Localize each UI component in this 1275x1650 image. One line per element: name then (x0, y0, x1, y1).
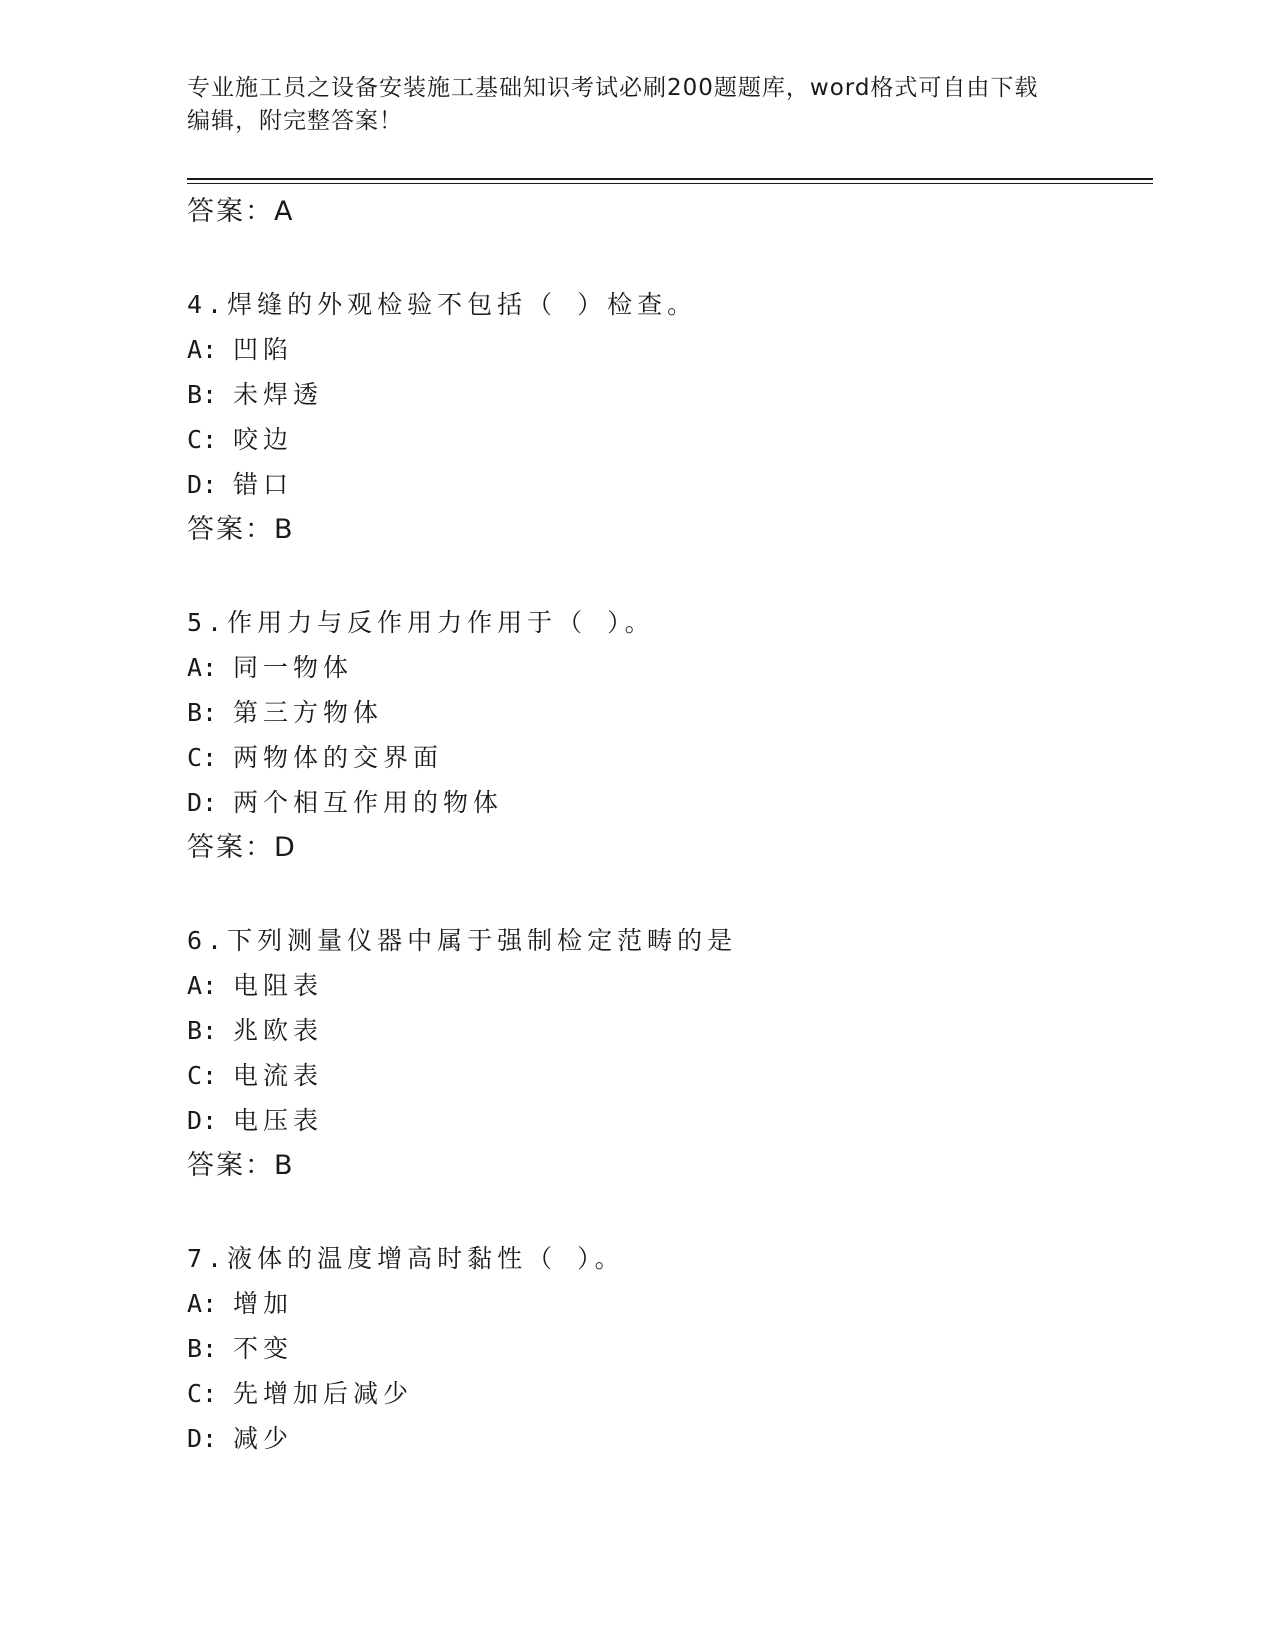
option-text: 先增加后减少 (233, 1379, 414, 1408)
question-text: 5.作用力与反作用力作用于（ ）。 (187, 608, 655, 637)
option-text: 未焊透 (233, 380, 324, 409)
option-letter: B: (187, 1016, 218, 1045)
header-divider-thin (187, 183, 1153, 184)
option-a (187, 645, 1153, 690)
question-block (187, 918, 1153, 1188)
option-letter: A: (187, 335, 218, 364)
option-text: 两个相互作用的物体 (233, 788, 504, 817)
question-block (187, 282, 1153, 552)
option-letter: B: (187, 1334, 218, 1363)
option-text: 增加 (233, 1289, 294, 1318)
option-b (187, 690, 1153, 735)
option-a (187, 1281, 1153, 1326)
option-letter: D: (187, 1106, 218, 1135)
option-letter: B: (187, 698, 218, 727)
option-a (187, 327, 1153, 372)
option-b (187, 372, 1153, 417)
option-b (187, 1326, 1153, 1371)
option-d (187, 780, 1153, 825)
option-text: 同一物体 (233, 653, 354, 682)
header-line-2: 编辑，附完整答案！ (187, 108, 403, 134)
option-letter: B: (187, 380, 218, 409)
question-text: 7.液体的温度增高时黏性（ ）。 (187, 1244, 625, 1273)
option-text: 电流表 (233, 1061, 324, 1090)
option-text: 两物体的交界面 (233, 743, 444, 772)
option-letter: A: (187, 653, 218, 682)
option-text: 减少 (233, 1424, 294, 1453)
option-letter: C: (187, 1061, 218, 1090)
option-text: 兆欧表 (233, 1016, 324, 1045)
question-text: 4.焊缝的外观检验不包括（ ）检查。 (187, 290, 698, 319)
option-d (187, 1098, 1153, 1143)
option-letter: C: (187, 425, 218, 454)
option-text: 错口 (233, 470, 294, 499)
option-letter: D: (187, 788, 218, 817)
option-c (187, 735, 1153, 780)
answer-line: 答案：B (187, 1150, 295, 1181)
option-text: 第三方物体 (233, 698, 384, 727)
option-d (187, 1416, 1153, 1461)
option-c (187, 1371, 1153, 1416)
header-divider-thick (187, 178, 1153, 180)
option-text: 不变 (233, 1334, 294, 1363)
document-header (187, 72, 1067, 138)
answer-line: 答案：B (187, 514, 295, 545)
question-text: 6.下列测量仪器中属于强制检定范畴的是 (187, 926, 738, 955)
option-a (187, 963, 1153, 1008)
option-letter: C: (187, 743, 218, 772)
option-text: 凹陷 (233, 335, 294, 364)
option-letter: C: (187, 1379, 218, 1408)
answer-line: 答案：A (187, 196, 295, 227)
option-b (187, 1008, 1153, 1053)
option-c (187, 417, 1153, 462)
question-block (187, 600, 1153, 870)
option-letter: A: (187, 971, 218, 1000)
option-letter: D: (187, 1424, 218, 1453)
option-text: 咬边 (233, 425, 294, 454)
option-letter: A: (187, 1289, 218, 1318)
answer-line: 答案：D (187, 832, 297, 863)
option-d (187, 462, 1153, 507)
option-c (187, 1053, 1153, 1098)
option-text: 电压表 (233, 1106, 324, 1135)
option-text: 电阻表 (233, 971, 324, 1000)
question-block (187, 1236, 1153, 1461)
header-line-1: 专业施工员之设备安装施工基础知识考试必刷200题题库，word格式可自由下载 (187, 75, 1039, 101)
question-list (187, 189, 1153, 1461)
option-letter: D: (187, 470, 218, 499)
